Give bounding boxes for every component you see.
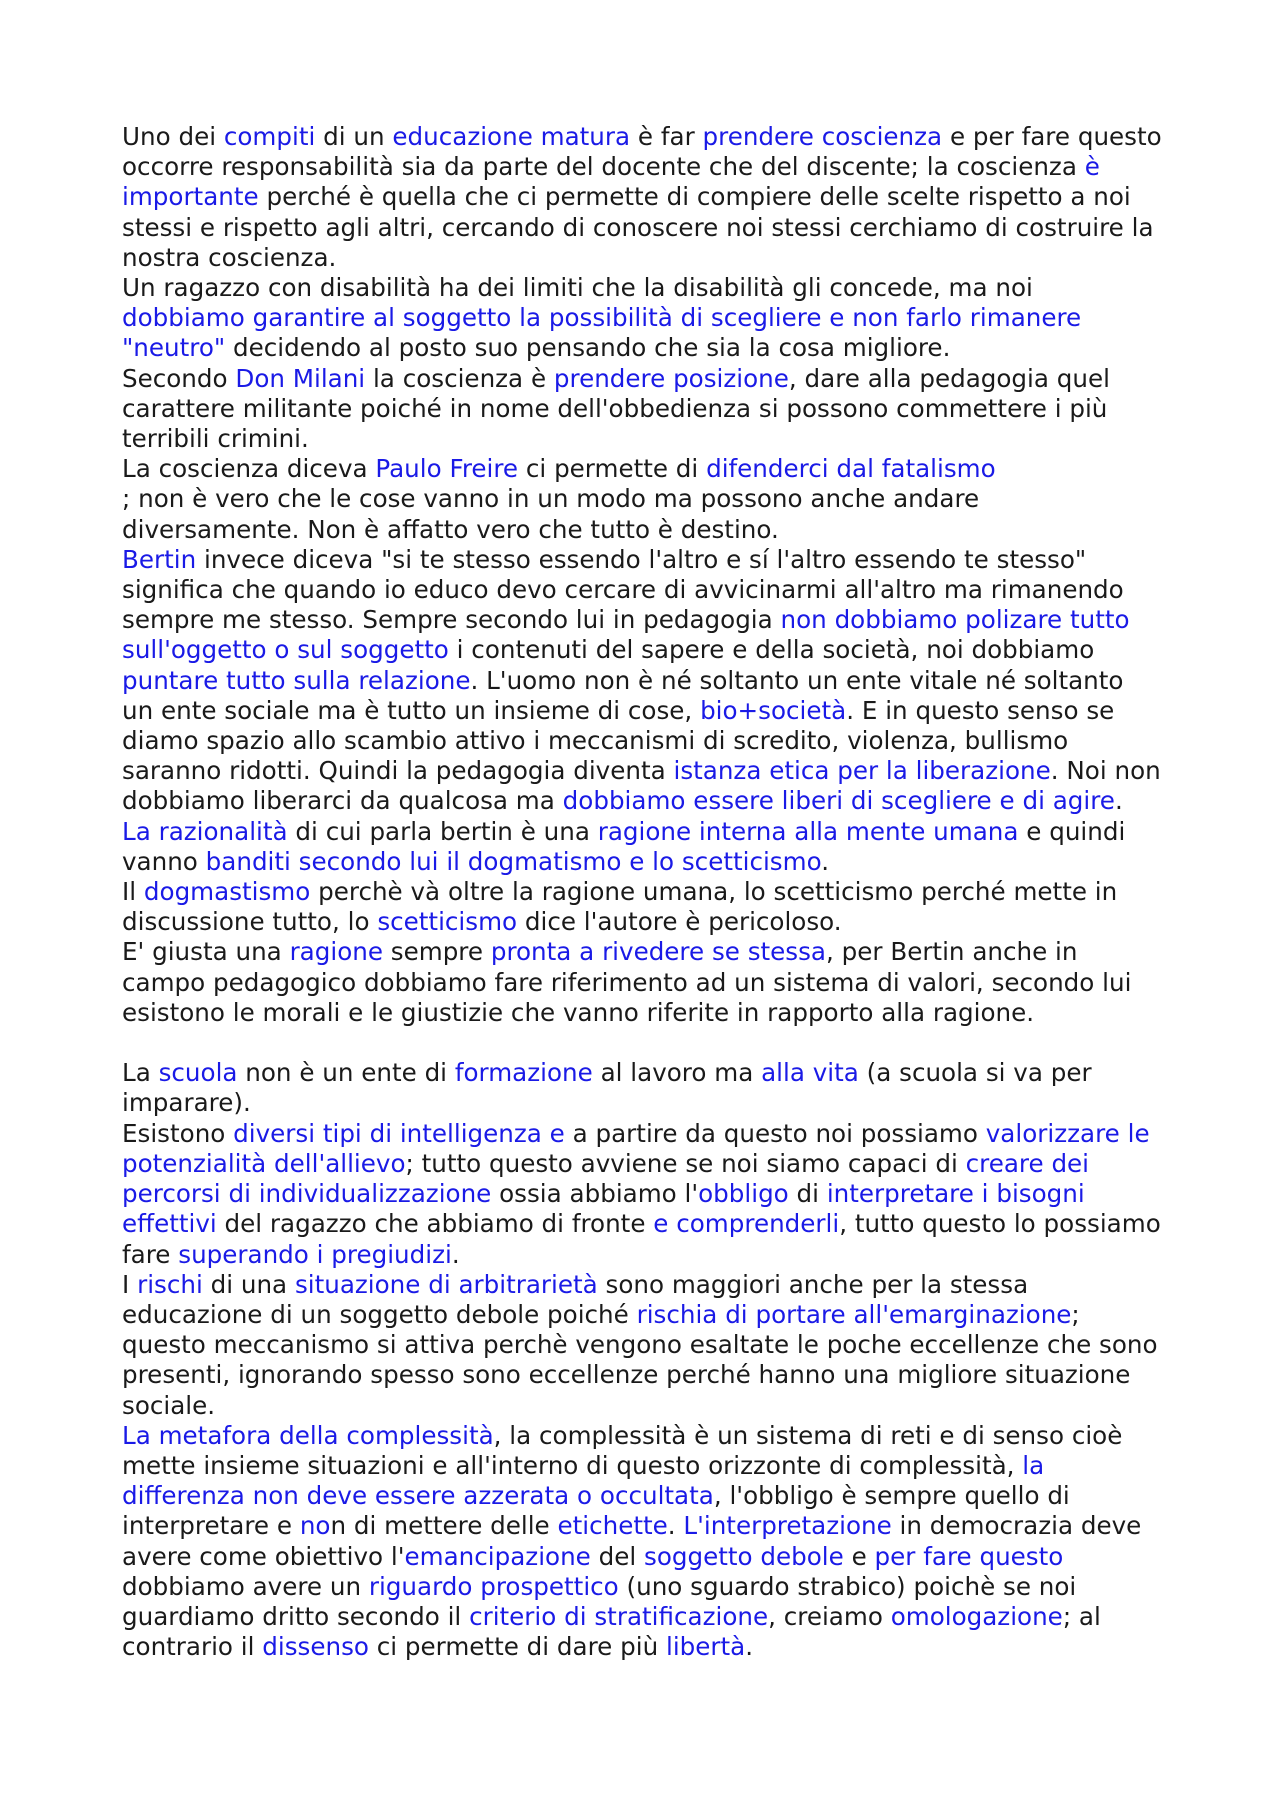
highlighted-text: scuola: [158, 1058, 238, 1088]
highlighted-text: la differenza non deve essere azzerata o occultata: [122, 1450, 1045, 1511]
body-text: La coscienza diceva: [122, 454, 376, 484]
highlighted-text: interpretare i bisogni effettivi: [122, 1179, 1085, 1239]
paragraph: [122, 817, 1162, 877]
body-text: i contenuti del sapere e della società, noi dobbiamo: [448, 635, 1095, 665]
highlighted-text: soggetto debole: [644, 1541, 844, 1571]
highlighted-text: criterio di stratificazione: [469, 1601, 769, 1631]
body-text: .: [667, 1511, 684, 1541]
body-text: la coscienza è: [365, 363, 554, 393]
highlighted-text: puntare tutto sulla relazione: [122, 665, 471, 695]
body-text: a partire da questo noi possiamo: [564, 1118, 986, 1148]
highlighted-text: e comprenderli: [653, 1209, 840, 1239]
body-text: dice l'autore è pericoloso.: [517, 907, 842, 937]
body-text: del: [590, 1541, 645, 1571]
body-text: invece diceva "si te stesso essendo l'altro e sí l'altro essendo te stesso" significa che quando io educo devo cercare di avvicinarmi all'altro ma rimanendo sempre me stesso. Sempre secondo lui in pedagogia: [122, 544, 1124, 635]
body-text: , dare alla pedagogia quel carattere militante poiché in nome dell'obbedienza si possono commettere i più terribili crimini.: [122, 363, 1110, 454]
body-text: , tutto questo lo possiamo fare: [122, 1209, 1161, 1269]
body-text: La: [122, 1058, 159, 1088]
highlighted-text: per fare questo: [874, 1541, 1064, 1571]
highlighted-text: La metafora della complessità: [122, 1420, 494, 1450]
body-text: , creiamo: [768, 1601, 891, 1631]
highlighted-text: scetticismo: [377, 907, 518, 937]
body-text: decidendo al posto suo pensando che sia la cosa migliore.: [225, 333, 951, 363]
highlighted-text: valorizzare le potenzialità dell'allievo: [122, 1118, 1150, 1178]
paragraph: [122, 273, 1162, 364]
body-text: E' giusta una: [122, 937, 290, 967]
paragraph: [122, 1058, 1162, 1118]
highlighted-text: Bertin: [122, 544, 197, 574]
body-text: (uno sguardo strabico) poichè se noi guardiamo dritto secondo il: [122, 1571, 1077, 1631]
highlighted-text: pronta a rivedere se stessa: [490, 937, 827, 967]
paragraph: [122, 364, 1162, 455]
highlighted-text: no: [299, 1511, 331, 1541]
highlighted-text: non dobbiamo polizare tutto sull'oggetto o sul soggetto: [122, 605, 1130, 665]
highlighted-text: creare dei percorsi di individualizzazione: [122, 1148, 1090, 1209]
paragraph: [122, 484, 1162, 544]
body-text: Il: [122, 877, 144, 907]
body-text: perché è quella che ci permette di compiere delle scelte rispetto a noi stessi e rispetto agli altri, cercando di conoscere noi stessi cerchiamo di costruire la nostra coscienza.: [122, 182, 1154, 272]
body-text: , la complessità è un sistema di reti e di senso cioè mette insieme situazioni e all'interno di questo orizzonte di complessità,: [122, 1420, 1123, 1480]
highlighted-text: banditi secondo lui il dogmatismo e lo scetticismo: [205, 846, 822, 876]
highlighted-text: formazione: [454, 1058, 593, 1088]
body-text: sempre: [382, 937, 491, 967]
body-text: ; al contrario il: [122, 1601, 1101, 1662]
highlighted-text: riguardo prospettico: [368, 1571, 619, 1601]
highlighted-text: L'interpretazione: [683, 1511, 892, 1541]
body-text: in democrazia deve avere come obiettivo l': [122, 1511, 1142, 1571]
body-text: di un: [315, 122, 393, 151]
highlighted-text: ragione: [289, 937, 383, 967]
highlighted-text: prendere coscienza: [702, 122, 943, 151]
highlighted-text: dogmastismo: [143, 877, 311, 907]
body-text: sono maggiori anche per la stessa educazione di un soggetto debole poiché: [122, 1269, 1029, 1329]
body-text: ci permette di: [518, 454, 707, 484]
highlighted-text: alla vita: [761, 1058, 859, 1088]
paragraph: [122, 545, 1162, 817]
body-text: .: [821, 846, 830, 876]
body-text: n di mettere delle: [330, 1511, 558, 1541]
document-body: [122, 122, 1162, 1662]
body-text: (a scuola si va per imparare).: [122, 1058, 1092, 1118]
body-text: del ragazzo che abbiamo di fronte: [216, 1209, 654, 1239]
highlighted-text: omologazione: [890, 1601, 1063, 1631]
paragraph: [122, 454, 1162, 484]
highlighted-text: diversi tipi di intelligenza e: [233, 1118, 565, 1148]
body-text: ci permette di dare più: [368, 1632, 666, 1662]
body-text: Uno dei: [122, 122, 224, 151]
body-text: ; non è vero che le cose vanno in un modo ma possono anche andare diversamente. Non è affatto vero che tutto è destino.: [122, 484, 980, 544]
body-text: di cui parla bertin è una: [287, 816, 598, 846]
highlighted-text: ragione interna alla mente umana: [597, 816, 1019, 846]
body-text: .: [451, 1239, 460, 1269]
highlighted-text: difenderci dal fatalismo: [706, 454, 996, 484]
highlighted-text: dobbiamo essere liberi di scegliere e di agire: [562, 786, 1115, 816]
body-text: è far: [630, 122, 703, 151]
paragraph-spacer: [122, 1028, 1162, 1058]
body-text: Un ragazzo con disabilità ha dei limiti che la disabilità gli concede, ma noi: [122, 273, 1033, 303]
highlighted-text: dobbiamo garantire al soggetto la possibilità di scegliere e non farlo rimanere "neutro": [122, 303, 1082, 363]
highlighted-text: etichette: [557, 1511, 668, 1541]
highlighted-text: istanza etica per la liberazione: [673, 756, 1051, 786]
body-text: dobbiamo avere un: [122, 1571, 369, 1601]
body-text: . E in questo senso se diamo spazio allo scambio attivo i meccanismi di scredito, violenza, bullismo saranno ridotti. Quindi la pedagogia diventa: [122, 695, 1115, 786]
highlighted-text: bio+società: [700, 695, 847, 725]
paragraph: [122, 1421, 1162, 1663]
highlighted-text: Don Milani: [235, 363, 366, 393]
body-text: , l'obbligo è sempre quello di interpretare e: [122, 1481, 1070, 1541]
paragraph: [122, 1270, 1162, 1421]
paragraph: [122, 1119, 1162, 1270]
body-text: di: [788, 1179, 827, 1209]
body-text: Secondo: [122, 363, 236, 393]
body-text: perchè và oltre la ragione umana, lo scetticismo perché mette in discussione tutto, lo: [122, 877, 1118, 937]
highlighted-text: dissenso: [262, 1632, 369, 1662]
highlighted-text: obbligo: [698, 1179, 789, 1209]
body-text: , per Bertin anche in campo pedagogico dobbiamo fare riferimento ad un sistema di valori, secondo lui esistono le morali e le giustizie che vanno riferite in rapporto alla ragione.: [122, 937, 1132, 1027]
body-text: ossia abbiamo l': [491, 1179, 699, 1209]
body-text: ; questo meccanismo si attiva perchè vengono esaltate le poche eccellenze che sono presenti, ignorando spesso sono eccellenze perché hanno una migliore situazione sociale.: [122, 1299, 1158, 1420]
highlighted-text: rischi: [137, 1269, 203, 1299]
paragraph: [122, 937, 1162, 1028]
body-text: e quindi vanno: [122, 816, 1126, 876]
highlighted-text: emancipazione: [404, 1541, 591, 1571]
paragraph: [122, 877, 1162, 937]
highlighted-text: prendere posizione: [553, 363, 789, 393]
highlighted-text: compiti: [223, 122, 316, 151]
highlighted-text: educazione matura: [392, 122, 631, 151]
body-text: non è un ente di: [237, 1058, 455, 1088]
highlighted-text: rischia di portare all'emarginazione: [636, 1299, 1072, 1329]
body-text: di una: [202, 1269, 295, 1299]
body-text: Esistono: [122, 1118, 234, 1148]
body-text: e per fare questo occorre responsabilità sia da parte del docente che del discente; la coscienza: [122, 122, 1162, 182]
paragraph: [122, 122, 1162, 273]
highlighted-text: è importante: [122, 152, 1100, 212]
body-text: al lavoro ma: [592, 1058, 762, 1088]
highlighted-text: Paulo Freire: [375, 454, 519, 484]
body-text: e: [843, 1541, 875, 1571]
highlighted-text: situazione di arbitrarietà: [294, 1269, 598, 1299]
body-text: ; tutto questo avviene se noi siamo capaci di: [405, 1148, 966, 1178]
highlighted-text: libertà: [665, 1632, 746, 1662]
body-text: . Noi non dobbiamo liberarci da qualcosa ma: [122, 756, 1161, 816]
highlighted-text: superando i pregiudizi: [178, 1239, 452, 1269]
body-text: .: [1114, 786, 1123, 816]
body-text: . L'uomo non è né soltanto un ente vitale né soltanto un ente sociale ma è tutto un insieme di cose,: [122, 665, 1124, 725]
highlighted-text: La razionalità: [122, 816, 288, 846]
body-text: I: [122, 1269, 138, 1299]
body-text: .: [745, 1632, 754, 1662]
